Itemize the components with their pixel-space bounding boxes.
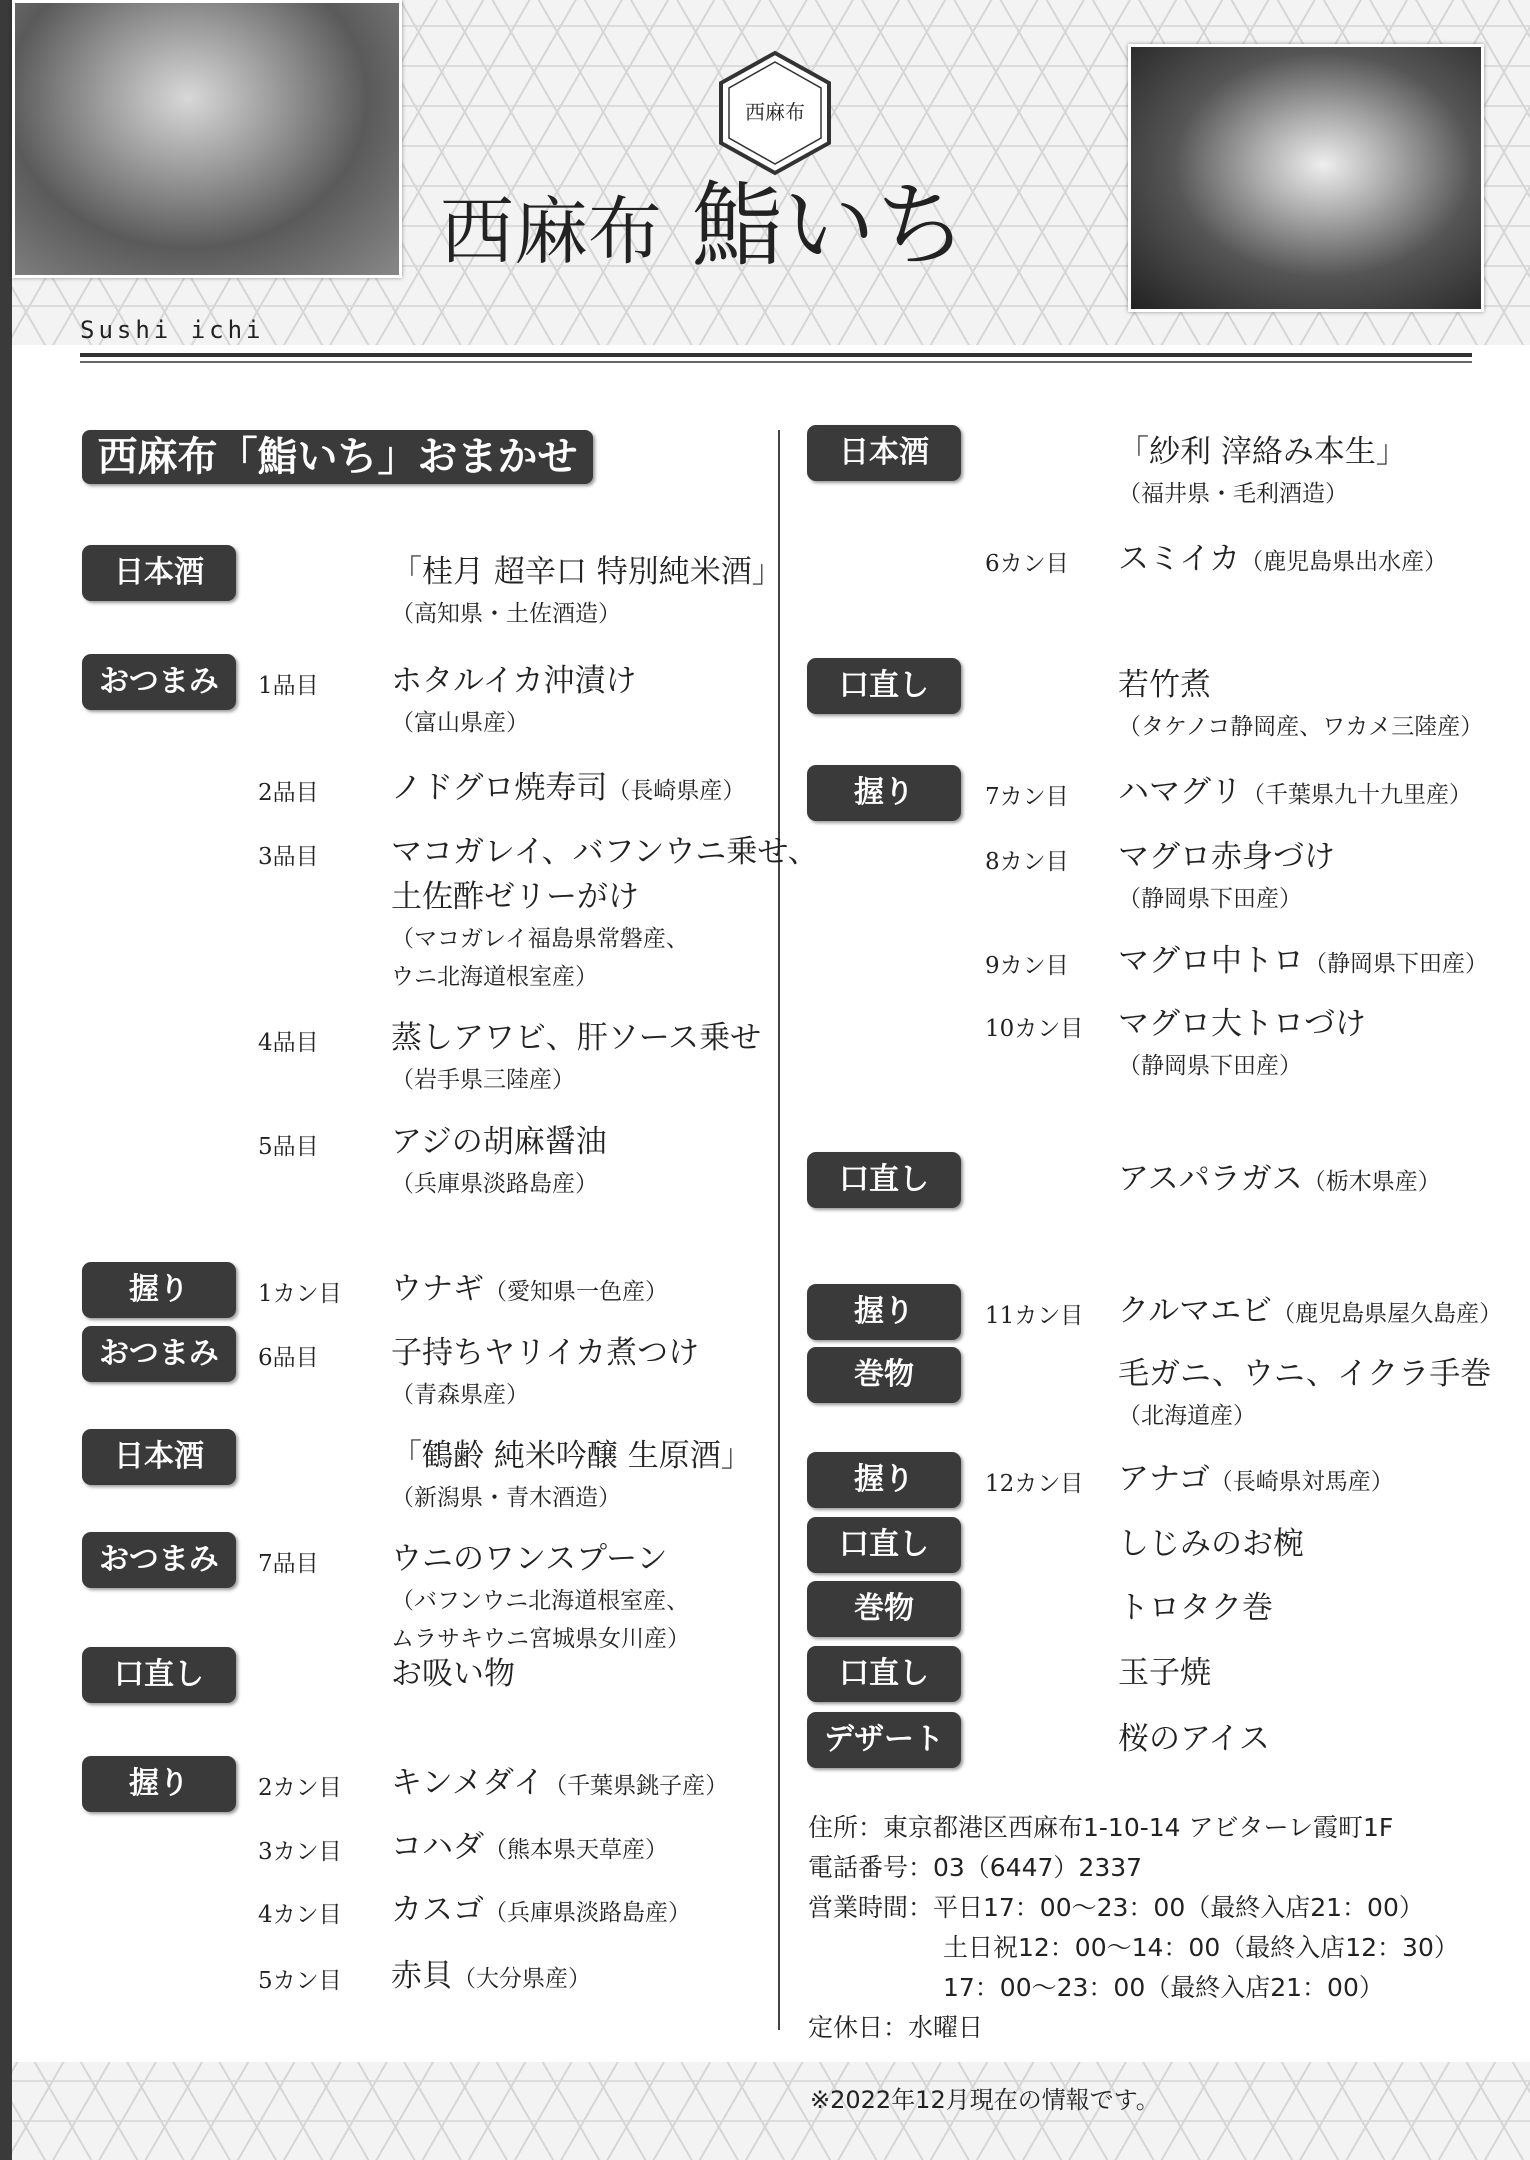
footnote: ※2022年12月現在の情報です。 [810, 2086, 1160, 2114]
item-origin-detail: （北海道産） [1118, 1402, 1256, 1429]
menu-item [391, 1761, 728, 1809]
item-origin-detail: （福井県・毛利酒造） [1118, 480, 1348, 507]
item-name-text: マコガレイ、バフンウニ乗せ、 [391, 834, 819, 871]
menu-item [1118, 835, 1335, 918]
item-origin-detail: ムラサキウニ宮城県女川産） [391, 1625, 690, 1652]
menu-item [391, 1537, 690, 1658]
menu-item [1118, 430, 1407, 513]
item-origin: （大分県産） [453, 1966, 591, 1993]
item-name-text: 子持ちヤリイカ煮つけ [391, 1335, 700, 1372]
item-origin-detail: （タケノコ静岡産、ワカメ三陸産） [1118, 714, 1484, 740]
menu-item [391, 550, 783, 633]
course-number: 7品目 [258, 1550, 319, 1577]
item-name [391, 1825, 668, 1873]
category-badge: 握り [807, 765, 961, 821]
item-name [1118, 1522, 1304, 1567]
menu-item [391, 1267, 668, 1315]
course-number: 5品目 [258, 1133, 319, 1160]
course-number: 11カン目 [985, 1302, 1084, 1329]
category-badge: おつまみ [82, 1532, 236, 1588]
course-number: 2品目 [258, 779, 319, 806]
item-name-text: キンメダイ [391, 1764, 545, 1801]
logo-text: 西麻布 [745, 100, 805, 124]
item-name [1118, 1157, 1441, 1205]
item-name-text: ウニのワンスプーン [391, 1540, 668, 1577]
item-name [391, 1016, 761, 1061]
item-origin: （愛知県一色産） [484, 1278, 668, 1305]
menu-item [1118, 1522, 1304, 1567]
course-number: 12カン目 [985, 1471, 1084, 1498]
hours-weekend-dinner: 17：00～23：00（最終入店21：00） [943, 1973, 1384, 2002]
store-info [808, 1808, 1459, 2048]
address: 住所：東京都港区西麻布1-10-14 アビターレ霞町1F [808, 1813, 1394, 1842]
item-name-text: ホタルイカ沖漬け [391, 662, 637, 699]
item-name [391, 1267, 668, 1315]
menu-item [391, 1434, 752, 1517]
item-origin-detail: （新潟県・青木酒造） [391, 1485, 621, 1512]
item-origin: （栃木県産） [1302, 1168, 1441, 1195]
course-number: 10カン目 [985, 1015, 1084, 1042]
item-origin: （熊本県天草産） [484, 1837, 668, 1864]
item-name [1118, 430, 1407, 475]
item-name [1118, 1717, 1270, 1762]
left-edge-bar [0, 0, 12, 2160]
menu-item [1118, 939, 1488, 987]
sushi-photo-right [1128, 44, 1484, 312]
category-badge: 握り [82, 1262, 236, 1318]
menu-item [1118, 1457, 1394, 1505]
item-name [1118, 663, 1483, 708]
item-name [391, 766, 745, 814]
item-origin: （長崎県対馬産） [1209, 1469, 1394, 1496]
menu-item [391, 1652, 515, 1697]
course-number: 5カン目 [258, 1968, 342, 1995]
hours-weekend-lunch: 土日祝12：00～14：00（最終入店12：30） [943, 1933, 1459, 1962]
item-name [391, 1120, 607, 1165]
item-name-text: マグロ赤身づけ [1118, 838, 1335, 875]
item-name-line2: 土佐酢ゼリーがけ [391, 879, 639, 916]
category-badge: 日本酒 [82, 545, 236, 601]
item-name [391, 659, 637, 704]
phone: 電話番号：03（6447）2337 [808, 1853, 1143, 1882]
item-name [391, 1537, 690, 1582]
page-title [440, 172, 968, 279]
item-name [1118, 1651, 1211, 1696]
menu-item [391, 1120, 607, 1203]
header-rule-thin [80, 361, 1472, 363]
menu-item [1118, 1289, 1502, 1337]
closed-day: 定休日：水曜日 [808, 2013, 984, 2042]
item-origin: （長崎県産） [607, 777, 746, 804]
item-name [1118, 1002, 1366, 1047]
item-name [391, 550, 783, 595]
title-place: 西麻布 [440, 189, 662, 275]
course-number: 3品目 [258, 844, 319, 871]
subtitle: Sushi ichi [80, 316, 265, 344]
category-badge: 握り [807, 1284, 961, 1340]
item-origin-detail: ウニ北海道根室産） [391, 964, 598, 991]
item-name-text: 玉子焼 [1118, 1654, 1211, 1691]
category-badge: 口直し [82, 1647, 236, 1703]
item-origin-detail: （高知県・土佐酒造） [391, 601, 621, 628]
item-name-text: カスゴ [391, 1892, 484, 1929]
menu-item [1118, 1352, 1491, 1435]
course-number: 3カン目 [258, 1839, 342, 1866]
menu-item [1118, 537, 1447, 585]
item-origin-detail: （兵庫県淡路島産） [391, 1170, 598, 1197]
item-name [1118, 1289, 1502, 1337]
item-name [391, 1434, 752, 1479]
menu-item [1118, 770, 1472, 818]
item-name [1118, 770, 1472, 818]
item-name-text: 「鶴齢 純米吟醸 生原酒」 [391, 1438, 752, 1475]
title-name: 鮨いち [691, 172, 968, 279]
item-name-text: コハダ [391, 1829, 484, 1866]
item-name-text: アナゴ [1118, 1461, 1210, 1498]
item-origin: （鹿児島県出水産） [1240, 548, 1448, 575]
item-name [391, 830, 819, 875]
category-badge: おつまみ [82, 654, 236, 710]
column-divider [778, 430, 780, 2030]
menu-item [391, 1331, 699, 1414]
menu-item [391, 1954, 591, 2002]
menu-item [391, 1016, 761, 1099]
menu-item [1118, 1717, 1270, 1762]
item-origin-detail: （静岡県下田産） [1118, 885, 1302, 912]
item-name-text: お吸い物 [391, 1656, 515, 1693]
item-name [391, 1954, 591, 2002]
course-number: 8カン目 [985, 848, 1069, 875]
item-name-text: 桜のアイス [1118, 1720, 1270, 1757]
item-name-text: ハマグリ [1118, 774, 1242, 811]
item-origin-detail: （岩手県三陸産） [391, 1066, 575, 1093]
menu-item [1118, 1157, 1441, 1205]
course-number: 9カン目 [985, 952, 1069, 979]
item-name-text: 蒸しアワビ、肝ソース乗せ [391, 1019, 762, 1056]
item-origin: （兵庫県淡路島産） [484, 1900, 691, 1927]
item-name-text: 若竹煮 [1118, 667, 1211, 703]
menu-item [1118, 1002, 1366, 1085]
category-badge: 巻物 [807, 1581, 961, 1637]
category-badge: 握り [82, 1756, 236, 1812]
item-origin: （静岡県下田産） [1304, 950, 1488, 977]
menu-item [391, 766, 745, 814]
item-origin: （鹿児島県屋久島産） [1272, 1300, 1503, 1327]
item-name [391, 1331, 699, 1376]
item-origin-detail: （青森県産） [391, 1382, 529, 1409]
course-number: 4カン目 [258, 1902, 342, 1929]
category-badge: デザート [807, 1712, 961, 1768]
item-name-text: ウナギ [391, 1270, 484, 1307]
item-origin-detail: （バフンウニ北海道根室産、 [391, 1587, 690, 1614]
item-origin-detail: （富山県産） [391, 709, 529, 736]
menu-item [1118, 1586, 1273, 1631]
course-number: 1品目 [258, 672, 319, 699]
course-number: 1カン目 [258, 1280, 342, 1307]
category-badge: 巻物 [807, 1347, 961, 1403]
item-name-text: 「桂月 超辛口 特別純米酒」 [391, 554, 783, 591]
menu-item [391, 1825, 668, 1873]
category-badge: 口直し [807, 1646, 961, 1702]
item-name-text: 「紗利 滓絡み本生」 [1118, 433, 1407, 470]
section-title: 西麻布「鮨いち」おまかせ [82, 430, 593, 484]
item-name-text: アスパラガス [1118, 1160, 1303, 1197]
item-name-text: 毛ガニ、ウニ、イクラ手巻 [1118, 1355, 1492, 1392]
item-name-text: アジの胡麻醤油 [391, 1123, 607, 1160]
item-name [391, 1652, 515, 1697]
menu-item [1118, 1651, 1211, 1696]
category-badge: おつまみ [82, 1326, 236, 1382]
item-name-text: 赤貝 [391, 1958, 453, 1995]
item-name [1118, 1352, 1491, 1397]
hours-weekday: 営業時間：平日17：00～23：00（最終入店21：00） [808, 1893, 1424, 1922]
sushi-photo-left [12, 0, 402, 278]
item-origin-detail: （マコガレイ福島県常磐産、 [391, 926, 689, 953]
category-badge: 口直し [807, 1517, 961, 1573]
category-badge: 口直し [807, 1152, 961, 1208]
menu-item [391, 830, 819, 996]
item-name [1118, 1586, 1273, 1631]
item-name-text: トロタク巻 [1118, 1590, 1273, 1627]
menu-item [391, 1888, 691, 1936]
asanoha-pattern-bottom [0, 2062, 1530, 2160]
item-name-text: クルマエビ [1118, 1292, 1273, 1329]
item-origin-detail: （静岡県下田産） [1118, 1052, 1302, 1079]
category-badge: 日本酒 [82, 1429, 236, 1485]
menu-item [391, 659, 637, 742]
item-name-text: マグロ大トロづけ [1118, 1005, 1366, 1042]
course-number: 2カン目 [258, 1774, 342, 1801]
item-name-text: ノドグロ焼寿司 [391, 769, 608, 806]
item-name-text: スミイカ [1118, 540, 1241, 577]
category-badge: 握り [807, 1452, 961, 1508]
item-name [391, 1888, 691, 1936]
item-name-text: しじみのお椀 [1118, 1525, 1304, 1562]
course-number: 6品目 [258, 1345, 319, 1372]
course-number: 7カン目 [985, 784, 1069, 811]
item-name-text: マグロ中トロ [1118, 942, 1304, 979]
course-number: 6カン目 [985, 550, 1069, 577]
item-name [391, 1761, 728, 1809]
item-name [1118, 537, 1447, 585]
item-origin: （千葉県銚子産） [544, 1772, 729, 1799]
item-origin: （千葉県九十九里産） [1242, 782, 1472, 809]
menu-item [1118, 663, 1483, 746]
category-badge: 口直し [807, 658, 961, 714]
item-name [1118, 939, 1488, 987]
item-name [1118, 835, 1335, 880]
header-rule [80, 353, 1472, 357]
item-name [1118, 1457, 1394, 1505]
category-badge: 日本酒 [807, 425, 961, 481]
course-number: 4品目 [258, 1029, 319, 1056]
